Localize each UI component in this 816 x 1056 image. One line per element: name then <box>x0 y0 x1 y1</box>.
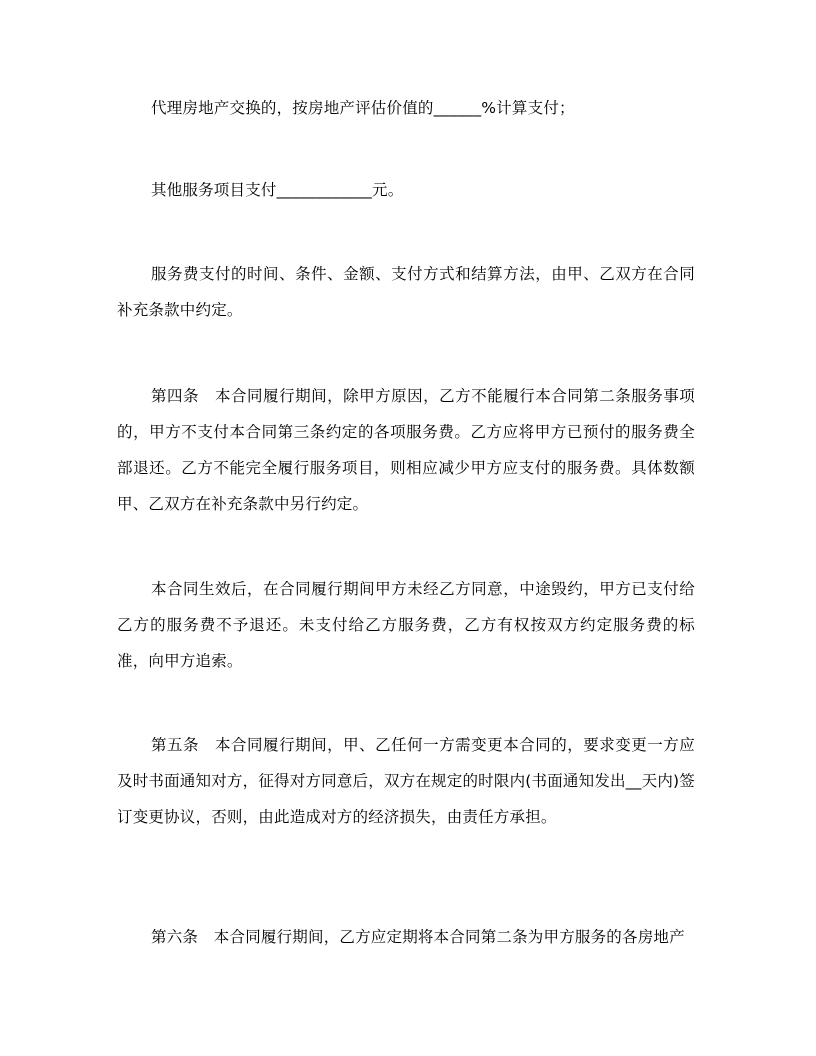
paragraph-article-five: 第五条 本合同履行期间，甲、乙任何一方需变更本合同的，要求变更一方应及时书面通知对方，征得对方同意后，双方在规定的时限内(书面通知发出__天内)签订变更协议，否则，由此造成对方的经济损失，由责任方承担。 <box>117 736 695 826</box>
paragraph-other-services-fee: 其他服务项目支付____________元。 <box>151 181 404 199</box>
paragraph-breach-refund: 本合同生效后，在合同履行期间甲方未经乙方同意，中途毁约，甲方已支付给乙方的服务费不予退还。未支付给乙方服务费，乙方有权按双方约定服务费的标准，向甲方追索。 <box>117 580 695 670</box>
paragraph-article-six: 第六条 本合同履行期间，乙方应定期将本合同第二条为甲方服务的各房地产 <box>151 928 685 946</box>
paragraph-exchange-fee: 代理房地产交换的，按房地产评估价值的______%计算支付； <box>151 99 575 117</box>
paragraph-article-four: 第四条 本合同履行期间，除甲方原因，乙方不能履行本合同第二条服务事项的，甲方不支付本合同第三条约定的各项服务费。乙方应将甲方已预付的服务费全部退还。乙方不能完全履行服务项目，则相应减少甲方应支付的服务费。具体数额甲、乙双方在补充条款中另行约定。 <box>117 387 695 513</box>
paragraph-payment-terms: 服务费支付的时间、条件、金额、支付方式和结算方法，由甲、乙双方在合同补充条款中约定。 <box>117 265 695 319</box>
